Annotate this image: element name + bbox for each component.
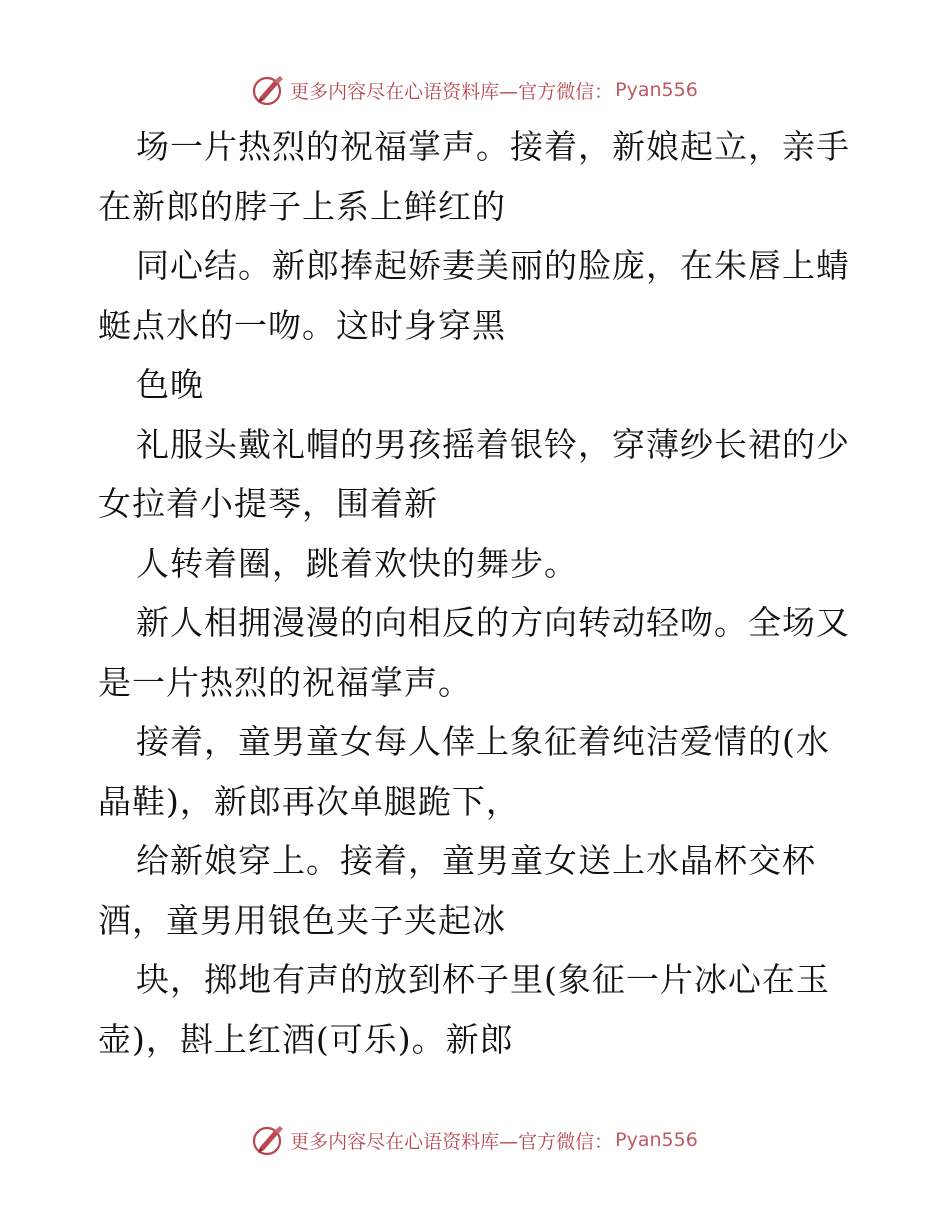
header-text: 更多内容尽在心语资料库—官方微信： bbox=[290, 80, 614, 103]
paragraph-4: 礼服头戴礼帽的男孩摇着银铃，穿薄纱长裙的少女拉着小提琴，围着新 bbox=[98, 424, 850, 523]
pen-logo-icon bbox=[252, 1123, 286, 1157]
paragraph-7: 接着，童男童女每人倖上象征着纯洁爱情的(水晶鞋)，新郎再次单腿跪下， bbox=[98, 722, 830, 821]
paragraph-1: 场一片热烈的祝福掌声。接着，新娘起立，亲手在新郎的脖子上系上鲜红的 bbox=[98, 127, 850, 226]
document-body bbox=[98, 117, 858, 1069]
paragraph-5: 人转着圈，跳着欢快的舞步。 bbox=[136, 543, 578, 583]
paragraph-2: 同心结。新郎捧起娇妻美丽的脸庞，在朱唇上蜻蜓点水的一吻。这时身穿黑 bbox=[98, 246, 850, 345]
footer-text: 更多内容尽在心语资料库—官方微信： bbox=[290, 1130, 614, 1153]
paragraph-3: 色晚 bbox=[136, 365, 204, 404]
paragraph-9: 块，掷地有声的放到杯子里(象征一片冰心在玉壶)，斟上红酒(可乐)。新郎 bbox=[98, 960, 830, 1059]
pen-logo-icon bbox=[252, 73, 286, 107]
paragraph-8: 给新娘穿上。接着，童男童女送上水晶杯交杯酒，童男用银色夹子夹起冰 bbox=[98, 841, 816, 940]
paragraph-6: 新人相拥漫漫的向相反的方向转动轻吻。全场又是一片热烈的祝福掌声。 bbox=[98, 603, 850, 702]
footer-wechat-id: Pyan556 bbox=[615, 1129, 698, 1151]
footer-banner bbox=[0, 1120, 950, 1160]
header-wechat-id: Pyan556 bbox=[615, 79, 698, 101]
header-banner bbox=[0, 70, 950, 110]
